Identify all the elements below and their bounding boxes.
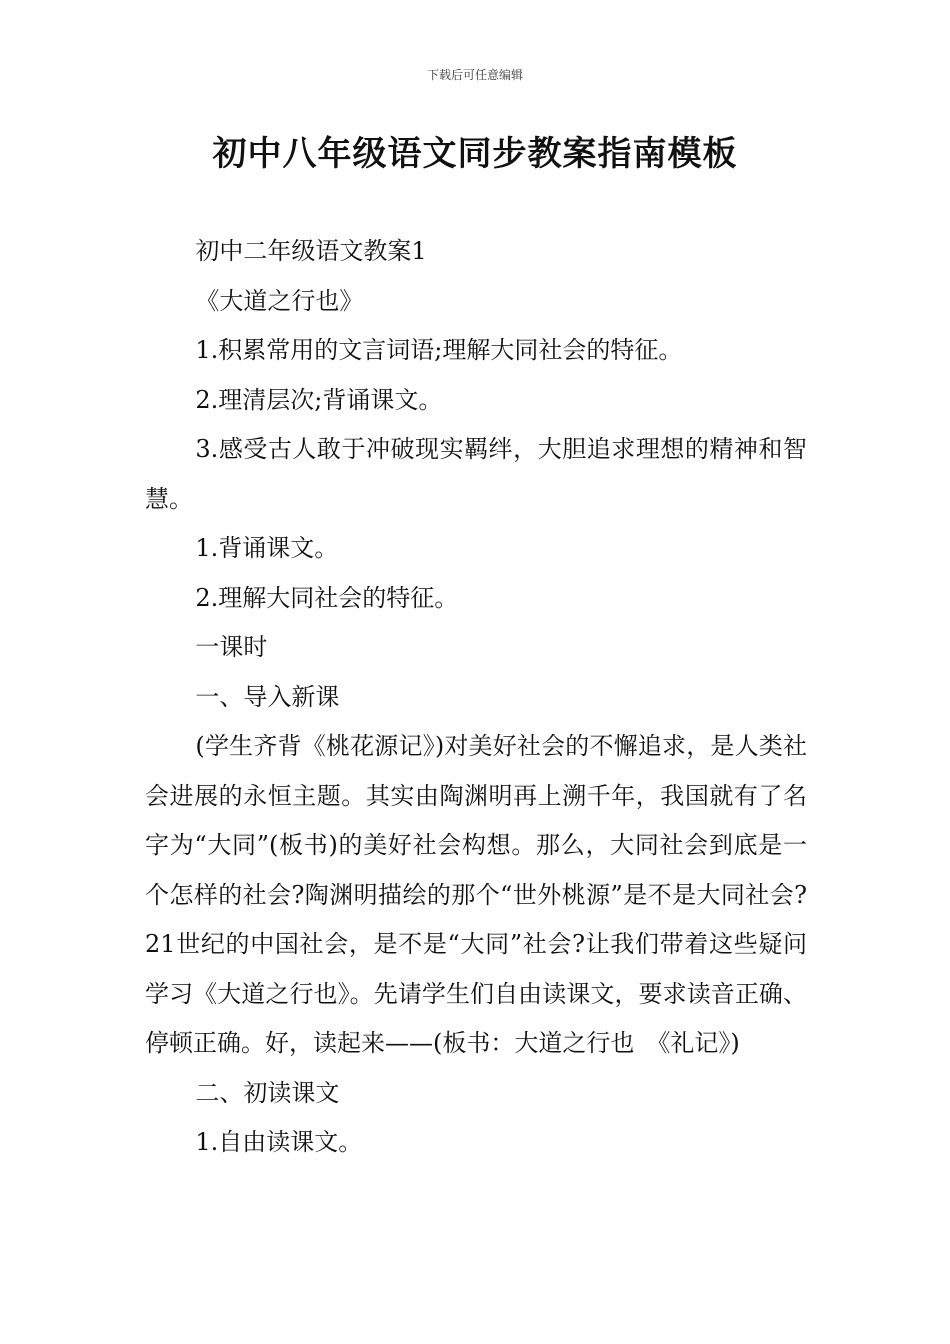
paragraph: 2.理解大同社会的特征。 xyxy=(195,583,459,612)
document-body xyxy=(145,227,807,1168)
paragraph: 3.感受古人敢于冲破现实羁绊，大胆追求理想的精神和智慧。 xyxy=(145,435,807,513)
paragraph: 1.积累常用的文言词语;理解大同社会的特征。 xyxy=(195,336,683,364)
paragraph: 一、导入新课 xyxy=(195,682,340,711)
paragraph: 1.自由读课文。 xyxy=(195,1128,363,1156)
paragraph: 1.背诵课文。 xyxy=(195,534,339,562)
paragraph: 初中二年级语文教案1 xyxy=(195,237,427,265)
paragraph: 2.理清层次;背诵课文。 xyxy=(195,385,443,414)
paragraph: 二、初读课文 xyxy=(195,1078,340,1107)
paragraph: 《大道之行也》 xyxy=(195,286,364,315)
paragraph: 一课时 xyxy=(195,633,268,661)
paragraph: (学生齐背《桃花源记》)对美好社会的不懈追求，是人类社会进展的永恒主题。其实由陶渊明再上溯千年，我国就有了名字为“大同”(板书)的美好社会构想。那么，大同社会到底是一个怎样的社会?陶渊明描绘的那个“世外桃源”是不是大同社会?21世纪的中国社会，是不是“大同”社会?让我们带着这些疑问学习《大道之行也》。先请学生们自由读课文，要求读音正确、停顿正确。好，读起来——(板书：大道之行也 《礼记》) xyxy=(145,732,807,1057)
document-title: 初中八年级语文同步教案指南模板 xyxy=(212,134,738,174)
header-note: 下载后可任意编辑 xyxy=(426,68,523,82)
